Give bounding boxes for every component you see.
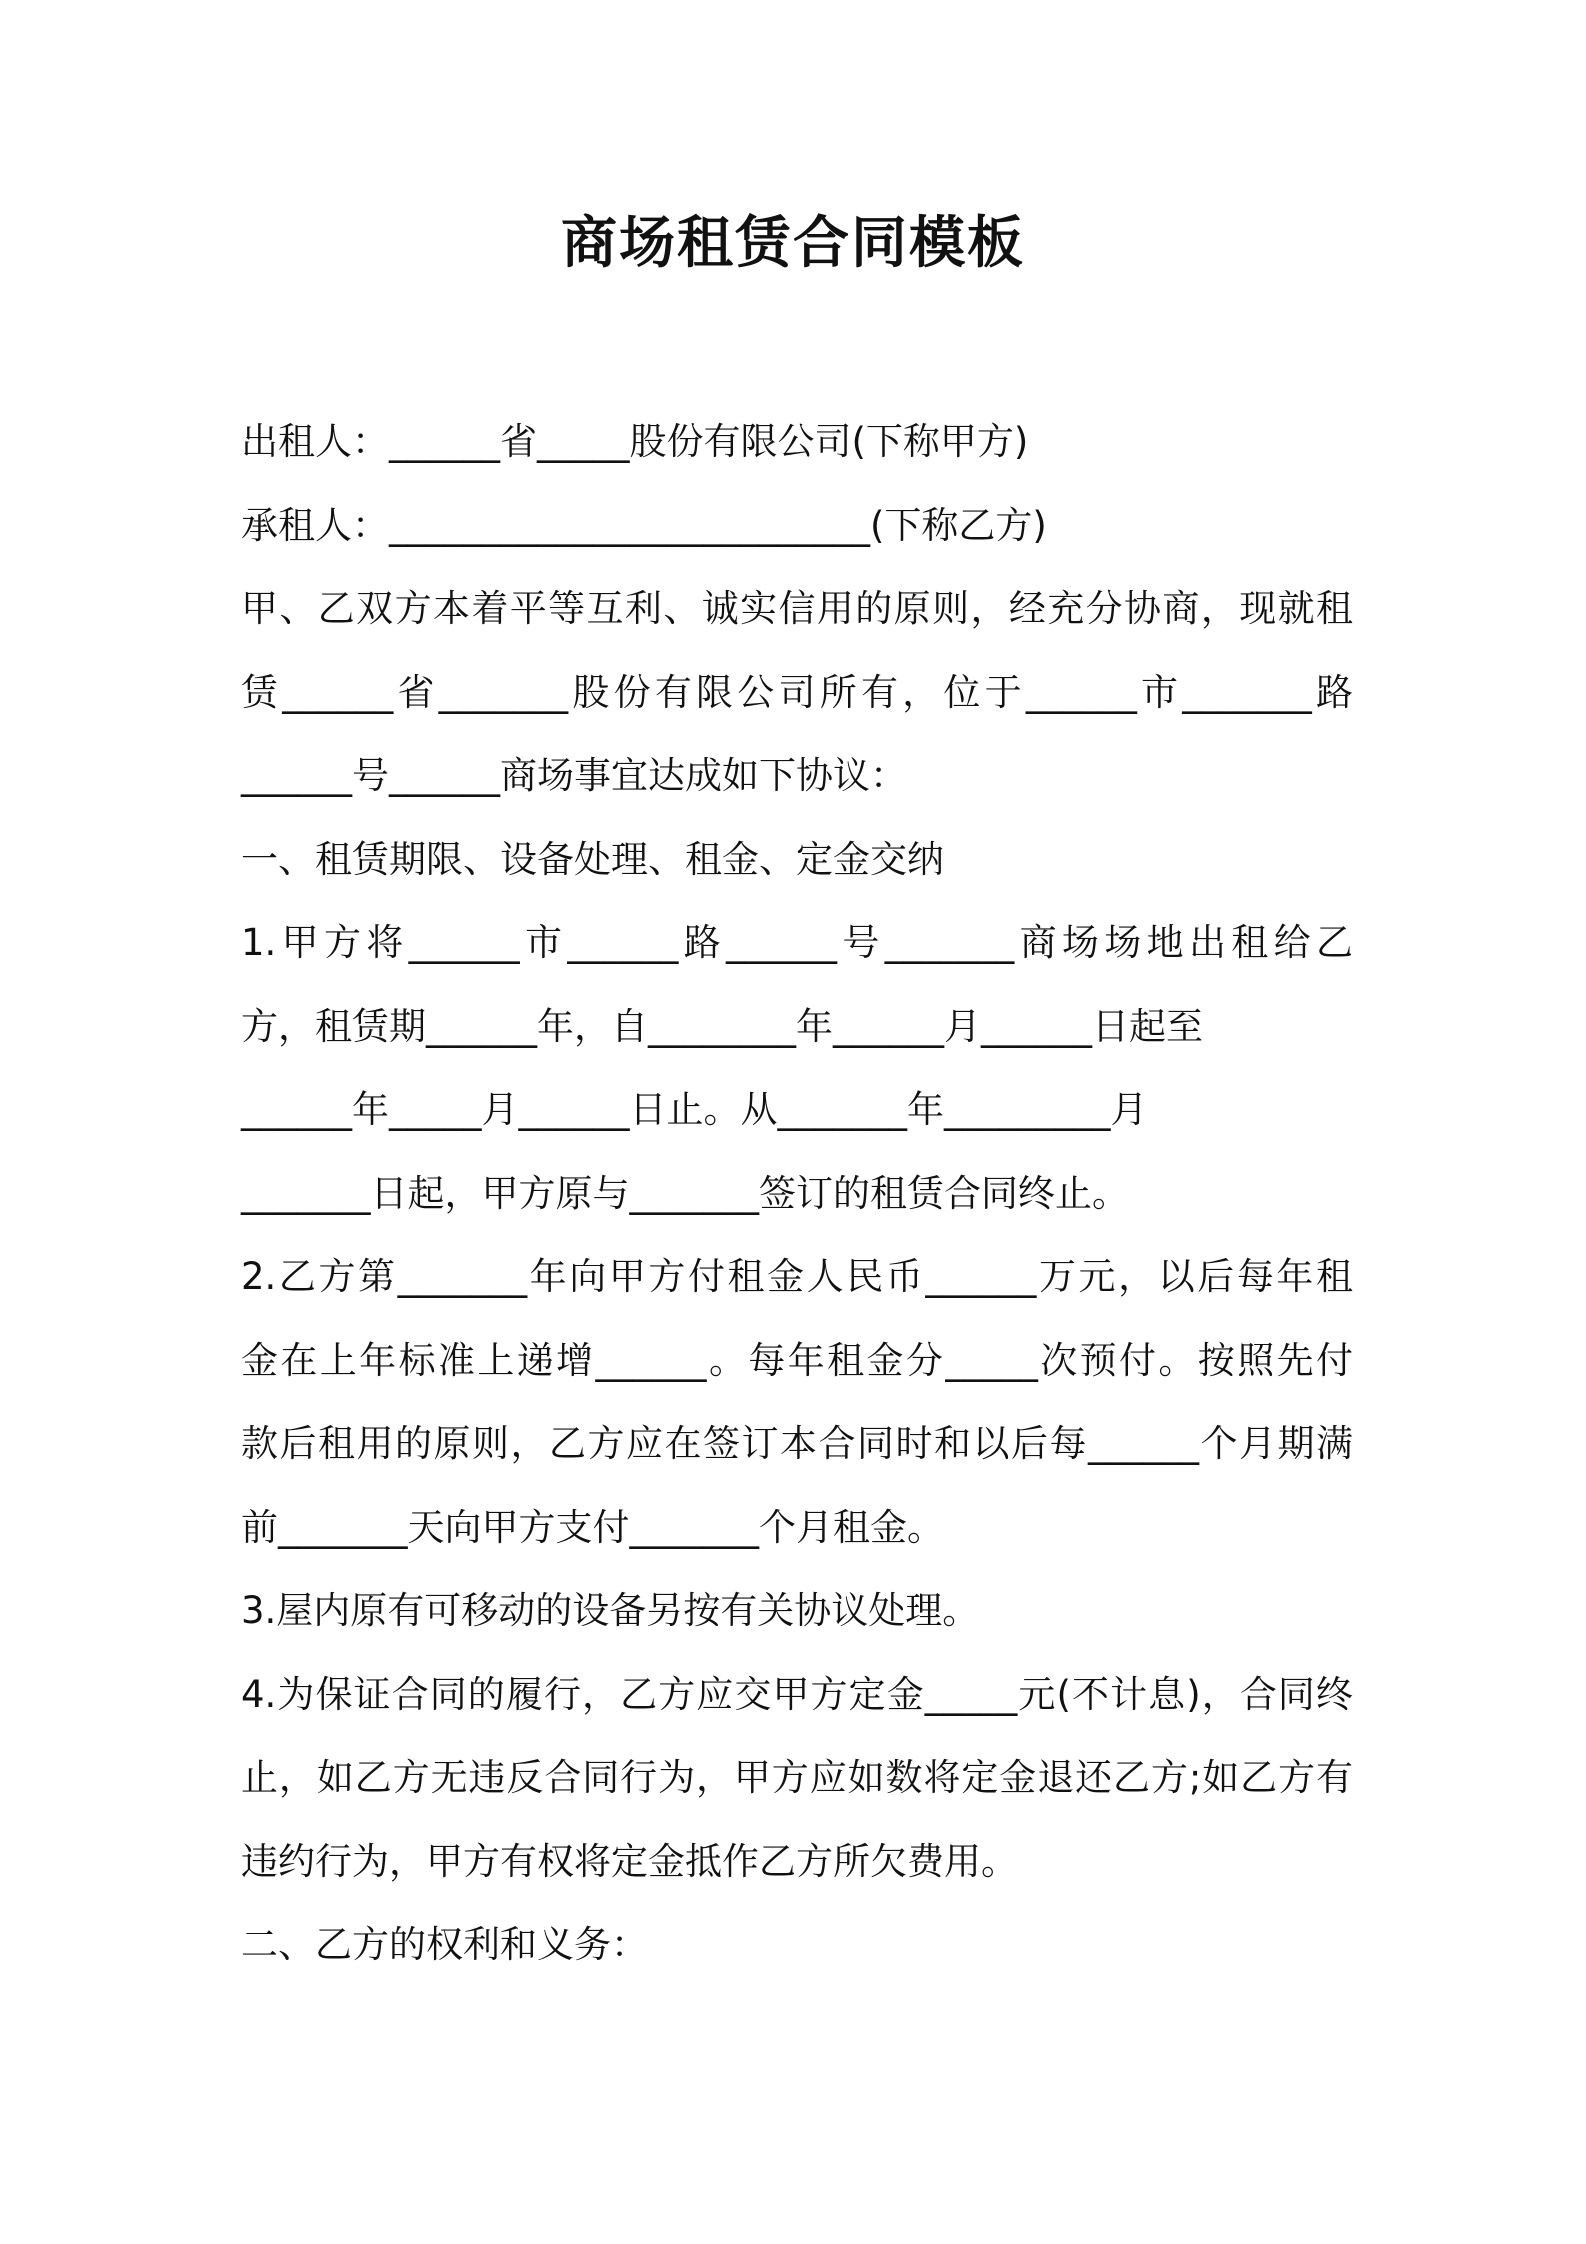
preamble-line: ______号______商场事宜达成如下协议：: [241, 754, 907, 797]
clause-2-line: 款后租用的原则，乙方应在签订本合同时和以后每______个月期满: [241, 1422, 1353, 1465]
clause-1-line: _______日起，甲方原与_______签订的租赁合同终止。: [241, 1171, 1129, 1215]
clause-1-line: ______年_____月______日止。从_______年_________月: [241, 1088, 1148, 1131]
document-title: 商场租赁合同模板: [561, 211, 1025, 276]
document-body: [241, 400, 1353, 1987]
lessee-line: 承租人：__________________________(下称乙方): [241, 503, 1047, 547]
preamble-line: 赁______省_______股份有限公司所有，位于______市_______路: [241, 670, 1353, 714]
section-heading-2: 二、乙方的权利和义务：: [241, 1923, 648, 1966]
clause-4-line: 止，如乙方无违反合同行为，甲方应如数将定金退还乙方;如乙方有: [241, 1756, 1353, 1799]
clause-2-line: 金在上年标准上递增______。每年租金分_____次预付。按照先付: [241, 1338, 1353, 1382]
clause-2-line: 2.乙方第_______年向甲方付租金人民币______万元，以后每年租: [241, 1255, 1353, 1298]
lessor-line: 出租人：______省_____股份有限公司(下称甲方): [241, 420, 1029, 463]
clause-1-line: 方，租赁期______年，自________年______月______日起至: [241, 1004, 1203, 1048]
clause-1-line: 1.甲方将______市______路______号_______商场场地出租给乙: [241, 921, 1353, 964]
clause-4-line: 4.为保证合同的履行，乙方应交甲方定金_____元(不计息)，合同终: [241, 1672, 1353, 1716]
clause-2-line: 前_______天向甲方支付_______个月租金。: [241, 1505, 944, 1549]
clause-3-line: 3.屋内原有可移动的设备另按有关协议处理。: [241, 1589, 980, 1632]
preamble-line: 甲、乙双方本着平等互利、诚实信用的原则，经充分协商，现就租: [241, 587, 1353, 630]
section-heading-1: 一、租赁期限、设备处理、租金、定金交纳: [241, 837, 944, 881]
clause-4-line: 违约行为，甲方有权将定金抵作乙方所欠费用。: [241, 1839, 1018, 1883]
